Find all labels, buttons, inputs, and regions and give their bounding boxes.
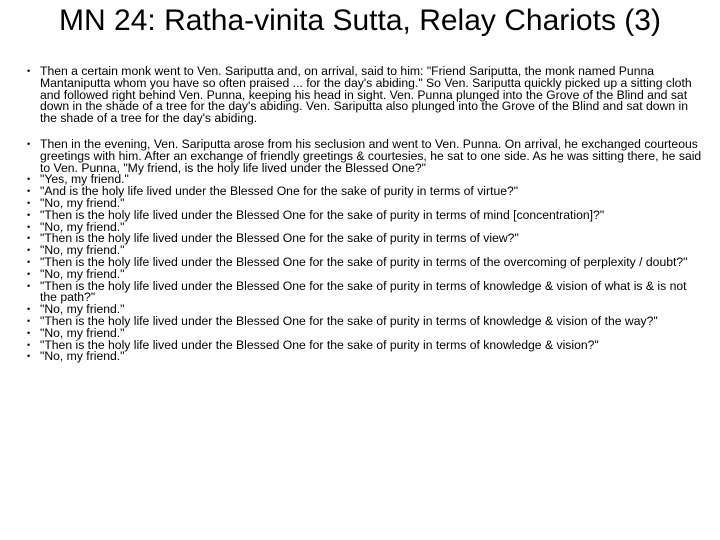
bullet-item: • "No, my friend." bbox=[0, 198, 720, 210]
bullet-item: • "Then is the holy life lived under the Blessed One for the sake of purity in terms of view?" bbox=[0, 233, 720, 245]
bullet-item: • Then in the evening, Ven. Sariputta arose from his seclusion and went to Ven. Punna. On arrival, he exchanged courteous greetings with him. After an exchange of friendly greetings & courtesies, he sat to one side. As he was sitting there, he said to Ven. Punna, "My friend, is the holy life lived under the Blessed One?" bbox=[0, 139, 720, 174]
bullet-item: • "Then is the holy life lived under the Blessed One for the sake of purity in terms of the overcoming of perplexity / doubt?" bbox=[0, 257, 720, 269]
bullet-item: • "And is the holy life lived under the Blessed One for the sake of purity in terms of virtue?" bbox=[0, 186, 720, 198]
bullet-item: • "Then is the holy life lived under the Blessed One for the sake of purity in terms of knowledge & vision of what is & is not the path?" bbox=[0, 281, 720, 305]
bullet-item: • "No, my friend." bbox=[0, 328, 720, 340]
bullet-item: • "No, my friend." bbox=[0, 351, 720, 363]
bullet-item: • "No, my friend." bbox=[0, 245, 720, 257]
slide-title: MN 24: Ratha-vinita Sutta, Relay Chariots (3) bbox=[59, 4, 661, 37]
bullet-item: • "No, my friend." bbox=[0, 304, 720, 316]
bullet-item: • "Then is the holy life lived under the Blessed One for the sake of purity in terms of knowledge & vision?" bbox=[0, 340, 720, 352]
bullet-item: • "Then is the holy life lived under the Blessed One for the sake of purity in terms of mind [concentration]?" bbox=[0, 210, 720, 222]
bullet-item: • "Yes, my friend." bbox=[0, 174, 720, 186]
bullet-item: • "No, my friend." bbox=[0, 269, 720, 281]
bullet-item: • Then a certain monk went to Ven. Sariputta and, on arrival, said to him: "Friend Sariputta, the monk named Punna Mantaniputta whom you have so often praised ... for the day's abiding." So Ven. Sariputta quickly picked up a sitting cloth and followed right behind Ven. Punna, keeping his head in sight. Ven. Punna plunged into the Grove of the Blind and sat down in the shade of a tree for the day's abiding. Ven. Sariputta also plunged into the Grove of the Blind and sat down in the shade of a tree for the day's abiding. bbox=[0, 66, 720, 125]
bullet-item: • "Then is the holy life lived under the Blessed One for the sake of purity in terms of knowledge & vision of the way?" bbox=[0, 316, 720, 328]
bullet-list bbox=[0, 66, 720, 363]
bullet-item: • "No, my friend." bbox=[0, 222, 720, 234]
